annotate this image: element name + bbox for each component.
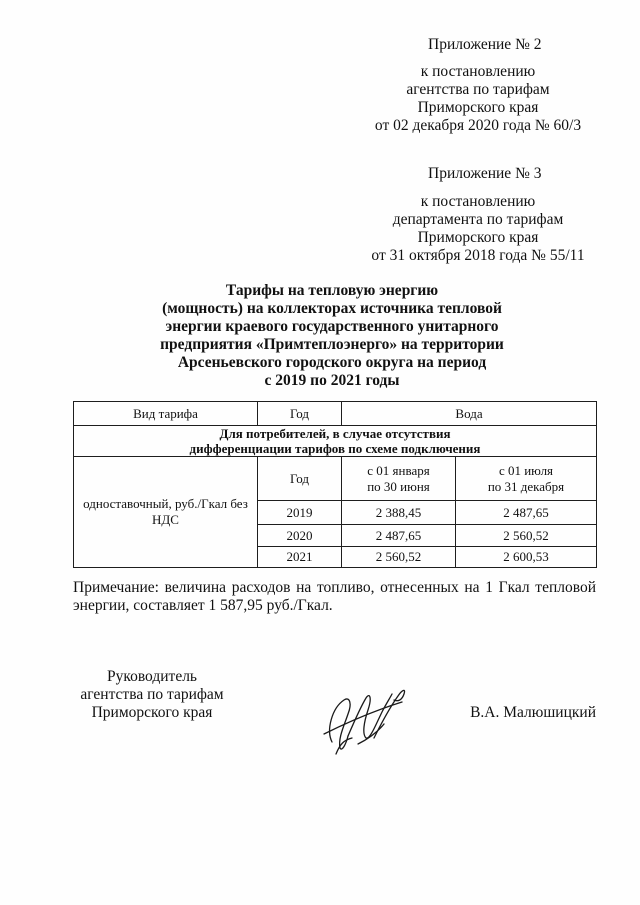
consumer-group-line: Для потребителей, в случае отсутствия [219, 426, 451, 441]
title-line: предприятия «Примтеплоэнерго» на территории [160, 336, 504, 353]
consumer-group-line: дифференциации тарифов по схеме подключения [189, 441, 481, 456]
header-year: Год [258, 402, 342, 426]
tariff-name-cell [74, 457, 258, 568]
row-first-half-value: 2 388,45 [342, 501, 456, 525]
appendix-3-reference [358, 193, 598, 265]
subheader-first-half-line: с 01 января [367, 462, 430, 478]
subheader-second-half-line: по 31 декабря [487, 478, 565, 494]
signatory-position [52, 668, 252, 722]
table-header-row [74, 402, 597, 426]
subheader-year: Год [258, 457, 342, 501]
handwritten-signature [318, 684, 410, 756]
appendix-2-line: от 02 декабря 2020 года № 60/3 [374, 117, 582, 134]
row-second-half-value: 2 600,53 [456, 547, 597, 568]
header-tariff-type: Вид тарифа [74, 402, 258, 426]
appendix-2-reference [358, 63, 598, 135]
row-first-half-value: 2 560,52 [342, 547, 456, 568]
appendix-2-line: Приморского края [417, 99, 539, 116]
title-line: Арсеньевского городского округа на период [177, 354, 487, 371]
table-group-row [74, 426, 597, 457]
subheader-second-half-line: с 01 июля [498, 462, 554, 478]
consumer-group-cell [74, 426, 597, 457]
table-subheader-row [74, 457, 597, 501]
appendix-3-line: Приморского края [417, 229, 539, 246]
header-water: Вода [342, 402, 597, 426]
appendix-2-title: Приложение № 2 [428, 36, 542, 53]
signatory-position-line: Приморского края [91, 704, 213, 721]
tariff-table [73, 401, 597, 568]
appendix-3-line: к постановлению [420, 193, 536, 210]
appendix-3-line: департамента по тарифам [392, 211, 564, 228]
subheader-first-half [342, 457, 456, 501]
title-line: энергии краевого государственного унитарного [165, 318, 499, 335]
appendix-2-line: агентства по тарифам [406, 81, 550, 98]
subheader-first-half-line: по 30 июня [367, 478, 430, 494]
tariff-name-line: одноставочный, руб./Гкал без [83, 496, 248, 511]
row-year: 2019 [258, 501, 342, 525]
signatory-name: В.А. Малюшицкий [470, 704, 596, 721]
signatory-position-line: Руководитель [106, 668, 198, 685]
row-second-half-value: 2 560,52 [456, 525, 597, 547]
row-year: 2020 [258, 525, 342, 547]
signatory-position-line: агентства по тарифам [80, 686, 224, 703]
row-year: 2021 [258, 547, 342, 568]
document-title [112, 282, 552, 390]
appendix-3-line: от 31 октября 2018 года № 55/11 [371, 247, 585, 264]
title-line: Тарифы на тепловую энергию [225, 282, 439, 299]
subheader-second-half [456, 457, 597, 501]
row-first-half-value: 2 487,65 [342, 525, 456, 547]
tariff-name-line: НДС [152, 512, 179, 527]
row-second-half-value: 2 487,65 [456, 501, 597, 525]
appendix-3-title: Приложение № 3 [428, 165, 542, 182]
appendix-2-line: к постановлению [420, 63, 536, 80]
title-line: (мощность) на коллекторах источника тепловой [162, 300, 502, 317]
note-paragraph: Примечание: величина расходов на топливо, отнесенных на 1 Гкал тепловой энергии, составляет 1 587,95 руб./Гкал. [73, 579, 596, 614]
title-line: с 2019 по 2021 годы [264, 372, 400, 389]
